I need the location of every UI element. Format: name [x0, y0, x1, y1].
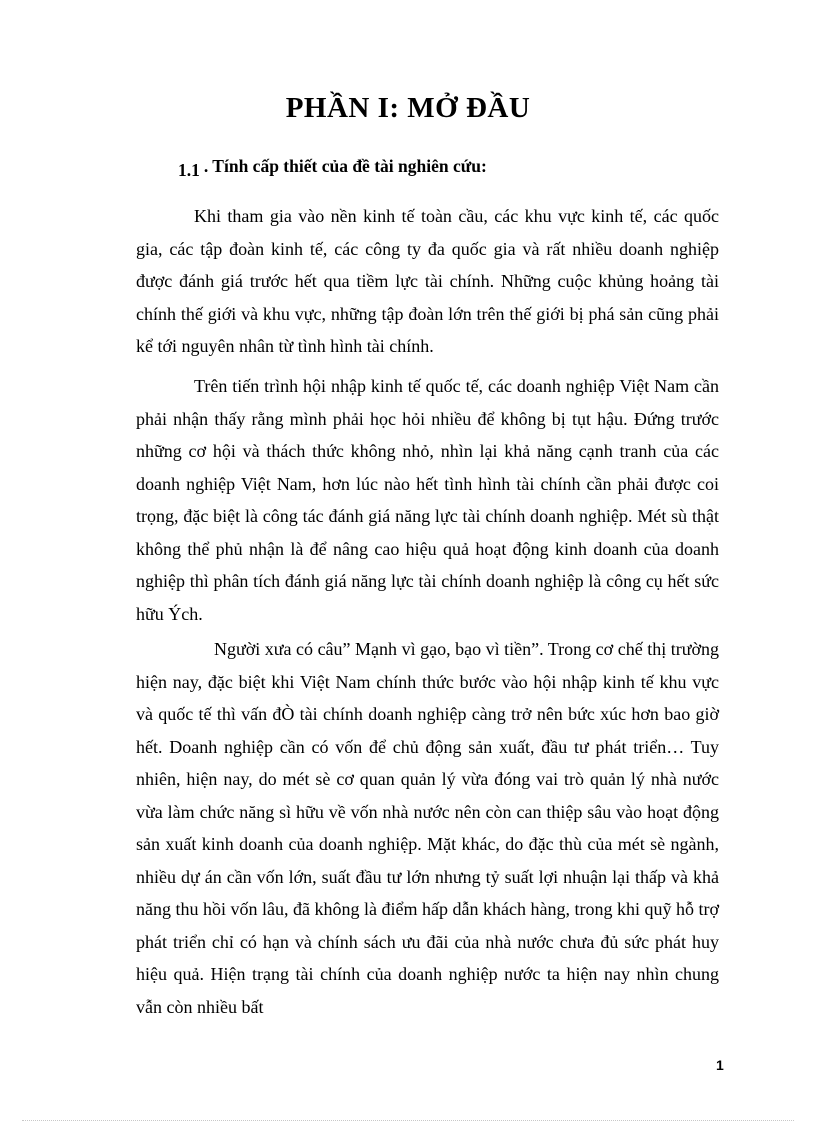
paragraph-2-block: [136, 370, 719, 630]
section-heading: [178, 156, 487, 180]
section-heading-text: . Tính cấp thiết của đề tài nghiên cứu:: [203, 156, 487, 176]
paragraph: Khi tham gia vào nền kinh tế toàn cầu, các khu vực kinh tế, các quốc gia, các tập đoàn kinh tế, các công ty đa quốc gia và rất nhiều doanh nghiệp được đánh giá trước hết qua tiềm lực tài chính. Những cuộc khủng hoảng tài chính thế giới và khu vực, những tập đoàn lớn trên thế giới bị phá sản cũng phải kể tới nguyên nhân từ tình hình tài chính.: [136, 206, 719, 356]
page-number: 1: [716, 1057, 724, 1073]
section-number: 1.1: [178, 160, 200, 180]
page-title: PHẦN I: MỞ ĐẦU: [285, 92, 531, 124]
paragraph-3-block: [136, 633, 719, 1023]
page-bottom-divider: [22, 1120, 794, 1121]
paragraph: Trên tiến trình hội nhập kinh tế quốc tế, các doanh nghiệp Việt Nam cần phải nhận thấy rằng mình phải học hỏi nhiều để không bị tụt hậu. Đứng trước những cơ hội và thách thức không nhỏ, nhìn lại khả năng cạnh tranh của các doanh nghiệp Việt Nam, hơn lúc nào hết tình hình tài chính cần phải được coi trọng, đặc biệt là công tác đánh giá năng lực tài chính doanh nghiệp. Mét sù thật không thể phủ nhận là để nâng cao hiệu quả hoạt động kinh doanh của doanh nghiệp thì phân tích đánh giá năng lực tài chính doanh nghiệp là công cụ hết sức hữu Ých.: [136, 376, 719, 624]
paragraph-1-block: [136, 200, 719, 363]
paragraph: Người xưa có câu” Mạnh vì gạo, bạo vì tiền”. Trong cơ chế thị trường hiện nay, đặc biệt khi Việt Nam chính thức bước vào hội nhập kinh tế khu vực và quốc tế thì vấn đÒ tài chính doanh nghiệp càng trở nên bức xúc hơn bao giờ hết. Doanh nghiệp cần có vốn để chủ động sản xuất, đầu tư phát triển… Tuy nhiên, hiện nay, do mét sè cơ quan quản lý vừa đóng vai trò quản lý nhà nước vừa làm chức năng sì hữu về vốn nhà nước nên còn can thiệp sâu vào hoạt động sản xuất kinh doanh của doanh nghiệp. Mặt khác, do đặc thù của mét sè ngành, nhiều dự án cần vốn lớn, suất đầu tư lớn nhưng tỷ suất lợi nhuận lại thấp và khả năng thu hồi vốn lâu, đã không là điểm hấp dẫn khách hàng, trong khi quỹ hỗ trợ phát triển chỉ có hạn và chính sách ưu đãi của nhà nước chưa đủ sức phát huy hiệu quả. Hiện trạng tài chính của doanh nghiệp nước ta hiện nay nhìn chung vẫn còn nhiều bất: [136, 639, 719, 1017]
